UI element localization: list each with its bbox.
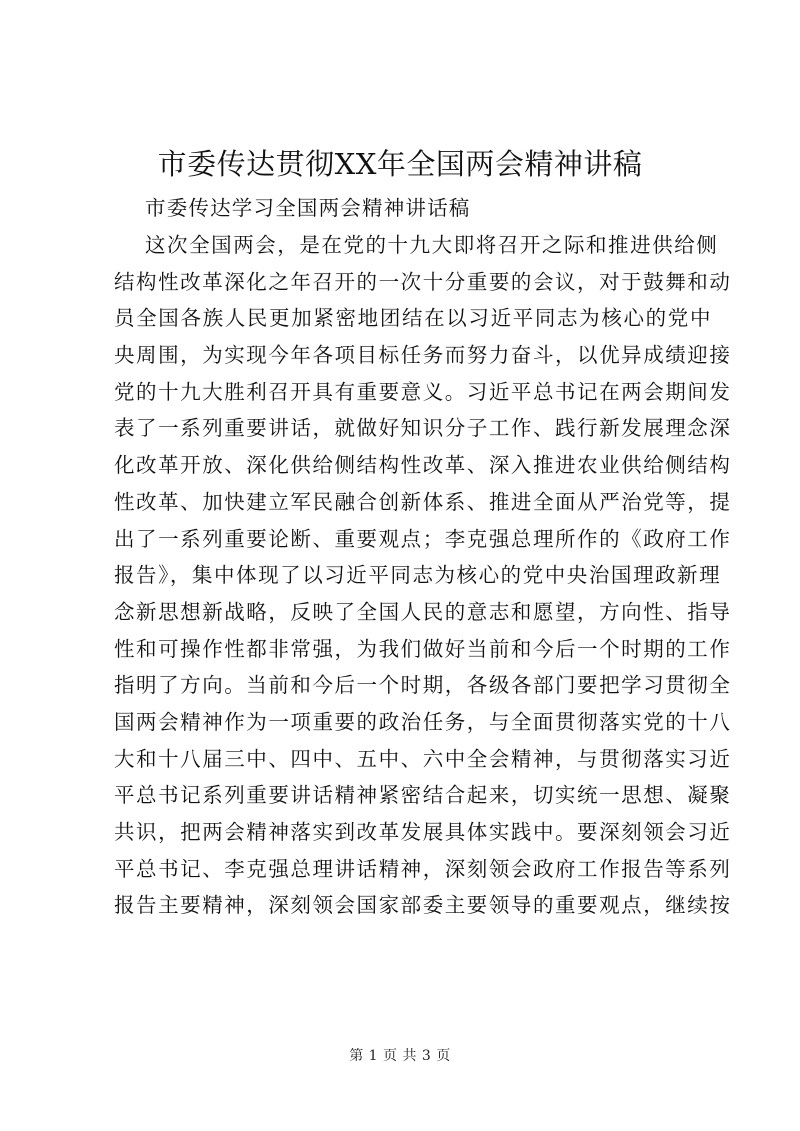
body-line: 化改革开放、深化供给侧结构性改革、深入推进农业供给侧结构 <box>114 453 732 478</box>
body-line: 出了一系列重要论断、重要观点；李克强总理所作的《政府工作 <box>114 526 732 551</box>
body-line: 大和十八届三中、四中、五中、六中全会精神，与贯彻落实习近 <box>114 746 732 771</box>
body-line: 性和可操作性都非常强，为我们做好当前和今后一个时期的工作 <box>114 636 732 661</box>
body-line: 员全国各族人民更加紧密地团结在以习近平同志为核心的党中 <box>114 306 712 331</box>
body-line: 性改革、加快建立军民融合创新体系、推进全面从严治党等，提 <box>114 489 732 514</box>
body-line: 共识，把两会精神落实到改革发展具体实践中。要深刻领会习近 <box>114 820 732 844</box>
body-line: 国两会精神作为一项重要的政治任务，与全面贯彻落实党的十八 <box>114 709 732 734</box>
document-title: 市委传达贯彻XX年全国两会精神讲稿 <box>157 147 643 181</box>
body-line: 党的十九大胜利召开具有重要意义。习近平总书记在两会期间发 <box>114 379 732 404</box>
body-line: 报告主要精神，深刻领会国家部委主要领导的重要观点，继续按 <box>114 893 732 918</box>
page-footer: 第 1 页 共 3 页 <box>349 1048 451 1064</box>
body-line: 表了一系列重要讲话，就做好知识分子工作、践行新发展理念深 <box>114 416 732 441</box>
body-line: 央周围，为实现今年各项目标任务而努力奋斗，以优异成绩迎接 <box>114 343 732 368</box>
body-line: 念新思想新战略，反映了全国人民的意志和愿望，方向性、指导 <box>114 599 732 624</box>
document-body <box>114 227 732 924</box>
body-line: 指明了方向。当前和今后一个时期，各级各部门要把学习贯彻全 <box>114 673 732 698</box>
body-line: 平总书记、李克强总理讲话精神，深刻领会政府工作报告等系列 <box>114 856 732 881</box>
document-subtitle: 市委传达学习全国两会精神讲话稿 <box>145 196 471 220</box>
body-line: 平总书记系列重要讲话精神紧密结合起来，切实统一思想、凝聚 <box>114 783 732 808</box>
body-line: 这次全国两会，是在党的十九大即将召开之际和推进供给侧 <box>145 233 719 257</box>
body-line: 报告》，集中体现了以习近平同志为核心的党中央治国理政新理 <box>114 563 722 588</box>
body-line: 结构性改革深化之年召开的一次十分重要的会议，对于鼓舞和动 <box>114 269 732 294</box>
